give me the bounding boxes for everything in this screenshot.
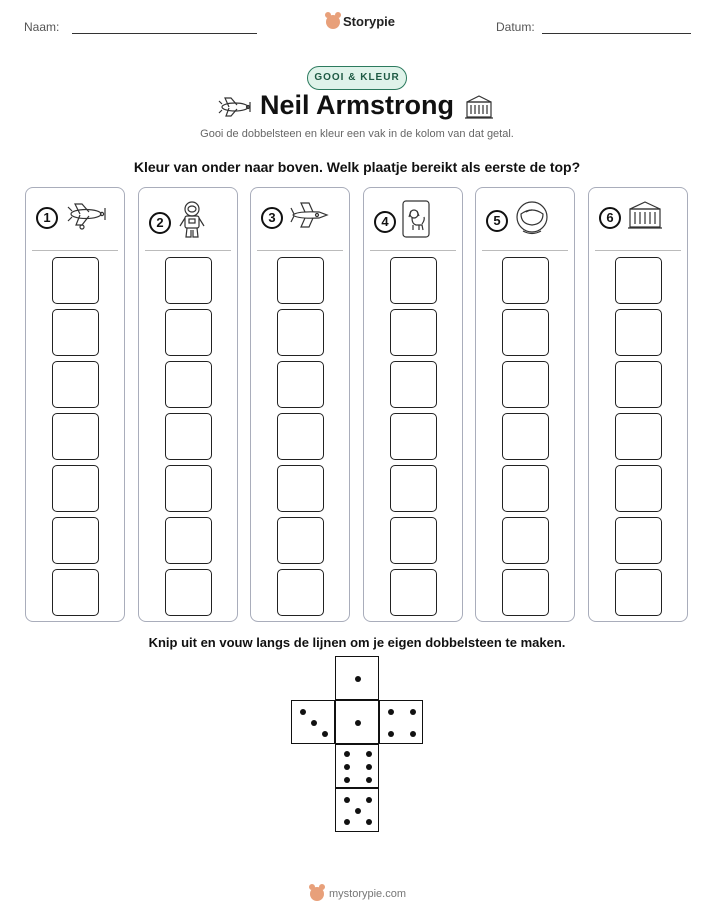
- dice-pip: [344, 819, 350, 825]
- date-label: Datum:: [496, 20, 535, 34]
- dice-pip: [344, 751, 350, 757]
- column-4: [363, 187, 463, 622]
- page-subtitle: Gooi de dobbelsteen en kleur een vak in de kolom van dat getal.: [200, 128, 514, 140]
- color-cell[interactable]: [165, 361, 212, 408]
- column-header: [149, 200, 207, 245]
- column-number: 4: [374, 211, 396, 233]
- astronaut-icon: [177, 200, 207, 245]
- color-cell[interactable]: [615, 309, 662, 356]
- column-header: [486, 200, 550, 241]
- name-label: Naam:: [24, 20, 60, 34]
- color-cell[interactable]: [52, 517, 99, 564]
- small-airplane-icon: [289, 200, 331, 235]
- museum-building-icon: [627, 200, 663, 235]
- dice-face-1: [335, 656, 379, 700]
- color-cell[interactable]: [277, 465, 324, 512]
- dice-pip: [355, 808, 361, 814]
- column-divider: [370, 250, 456, 251]
- color-cell[interactable]: [165, 413, 212, 460]
- dice-pip: [344, 777, 350, 783]
- dice-pip: [366, 764, 372, 770]
- color-cell[interactable]: [615, 257, 662, 304]
- dog-card-icon: [402, 200, 430, 243]
- column-divider: [145, 250, 231, 251]
- color-cell[interactable]: [277, 517, 324, 564]
- dice-face-6: [335, 744, 379, 788]
- color-cell[interactable]: [390, 569, 437, 616]
- color-cell[interactable]: [615, 413, 662, 460]
- color-cell[interactable]: [52, 465, 99, 512]
- color-cell[interactable]: [52, 361, 99, 408]
- column-3: [250, 187, 350, 622]
- color-cell[interactable]: [502, 309, 549, 356]
- dice-pip: [388, 731, 394, 737]
- space-helmet-icon: [514, 200, 550, 241]
- color-cell[interactable]: [502, 257, 549, 304]
- dice-pip: [355, 676, 361, 682]
- color-cell[interactable]: [390, 413, 437, 460]
- color-cell[interactable]: [390, 257, 437, 304]
- color-cell[interactable]: [52, 569, 99, 616]
- column-5: [475, 187, 575, 622]
- dice-pip: [322, 731, 328, 737]
- name-line: [72, 33, 257, 34]
- dice-pip: [344, 764, 350, 770]
- column-divider: [257, 250, 343, 251]
- color-cell[interactable]: [277, 361, 324, 408]
- dice-pip: [344, 797, 350, 803]
- dice-pip: [388, 709, 394, 715]
- dice-face-5: [335, 788, 379, 832]
- dice-pip: [366, 797, 372, 803]
- color-cell[interactable]: [615, 465, 662, 512]
- color-cell[interactable]: [502, 413, 549, 460]
- color-cell[interactable]: [52, 309, 99, 356]
- color-cell[interactable]: [502, 517, 549, 564]
- column-number: 5: [486, 210, 508, 232]
- color-cell[interactable]: [615, 361, 662, 408]
- column-1: [25, 187, 125, 622]
- column-header: [261, 200, 331, 235]
- color-cell[interactable]: [615, 517, 662, 564]
- dice-pip: [410, 709, 416, 715]
- color-cell[interactable]: [165, 465, 212, 512]
- color-cell[interactable]: [165, 257, 212, 304]
- column-2: [138, 187, 238, 622]
- column-number: 2: [149, 212, 171, 234]
- color-cell[interactable]: [165, 569, 212, 616]
- bear-icon: [326, 15, 340, 29]
- column-header: [599, 200, 663, 235]
- color-cell[interactable]: [502, 569, 549, 616]
- dice-pip: [311, 720, 317, 726]
- color-cell[interactable]: [615, 569, 662, 616]
- brand-name: Storypie: [343, 14, 396, 29]
- column-divider: [595, 250, 681, 251]
- museum-building-icon: [464, 94, 494, 120]
- color-cell[interactable]: [502, 361, 549, 408]
- color-cell[interactable]: [390, 361, 437, 408]
- dice-pip: [410, 731, 416, 737]
- dice-pip: [366, 777, 372, 783]
- activity-badge: GOOI & KLEUR: [307, 66, 407, 90]
- brand-logo: [326, 14, 395, 29]
- dice-face-3: [291, 700, 335, 744]
- color-cell[interactable]: [165, 517, 212, 564]
- color-cell[interactable]: [277, 413, 324, 460]
- color-cell[interactable]: [277, 569, 324, 616]
- color-cell[interactable]: [52, 413, 99, 460]
- column-header: [374, 200, 430, 243]
- question-text: Kleur van onder naar boven. Welk plaatje bereikt als eerste de top?: [133, 159, 581, 175]
- dice-pip: [300, 709, 306, 715]
- bear-icon: [310, 887, 324, 901]
- color-cell[interactable]: [390, 465, 437, 512]
- color-cell[interactable]: [390, 517, 437, 564]
- column-number: 3: [261, 207, 283, 229]
- dice-pip: [366, 819, 372, 825]
- color-cell[interactable]: [502, 465, 549, 512]
- cutout-instruction: Knip uit en vouw langs de lijnen om je eigen dobbelsteen te maken.: [148, 635, 566, 650]
- color-cell[interactable]: [390, 309, 437, 356]
- dice-pip: [355, 720, 361, 726]
- dice-face-1: [335, 700, 379, 744]
- color-cell[interactable]: [277, 257, 324, 304]
- footer-url: mystorypie.com: [329, 888, 407, 900]
- column-divider: [482, 250, 568, 251]
- column-divider: [32, 250, 118, 251]
- propeller-plane-icon: [64, 200, 108, 235]
- color-cell[interactable]: [165, 309, 212, 356]
- color-cell[interactable]: [52, 257, 99, 304]
- column-header: [36, 200, 108, 235]
- dice-face-4: [379, 700, 423, 744]
- footer: [310, 887, 406, 901]
- date-line: [542, 33, 691, 34]
- dice-pip: [366, 751, 372, 757]
- page-title: Neil Armstrong: [259, 90, 455, 120]
- color-cell[interactable]: [277, 309, 324, 356]
- column-number: 1: [36, 207, 58, 229]
- column-number: 6: [599, 207, 621, 229]
- column-6: [588, 187, 688, 622]
